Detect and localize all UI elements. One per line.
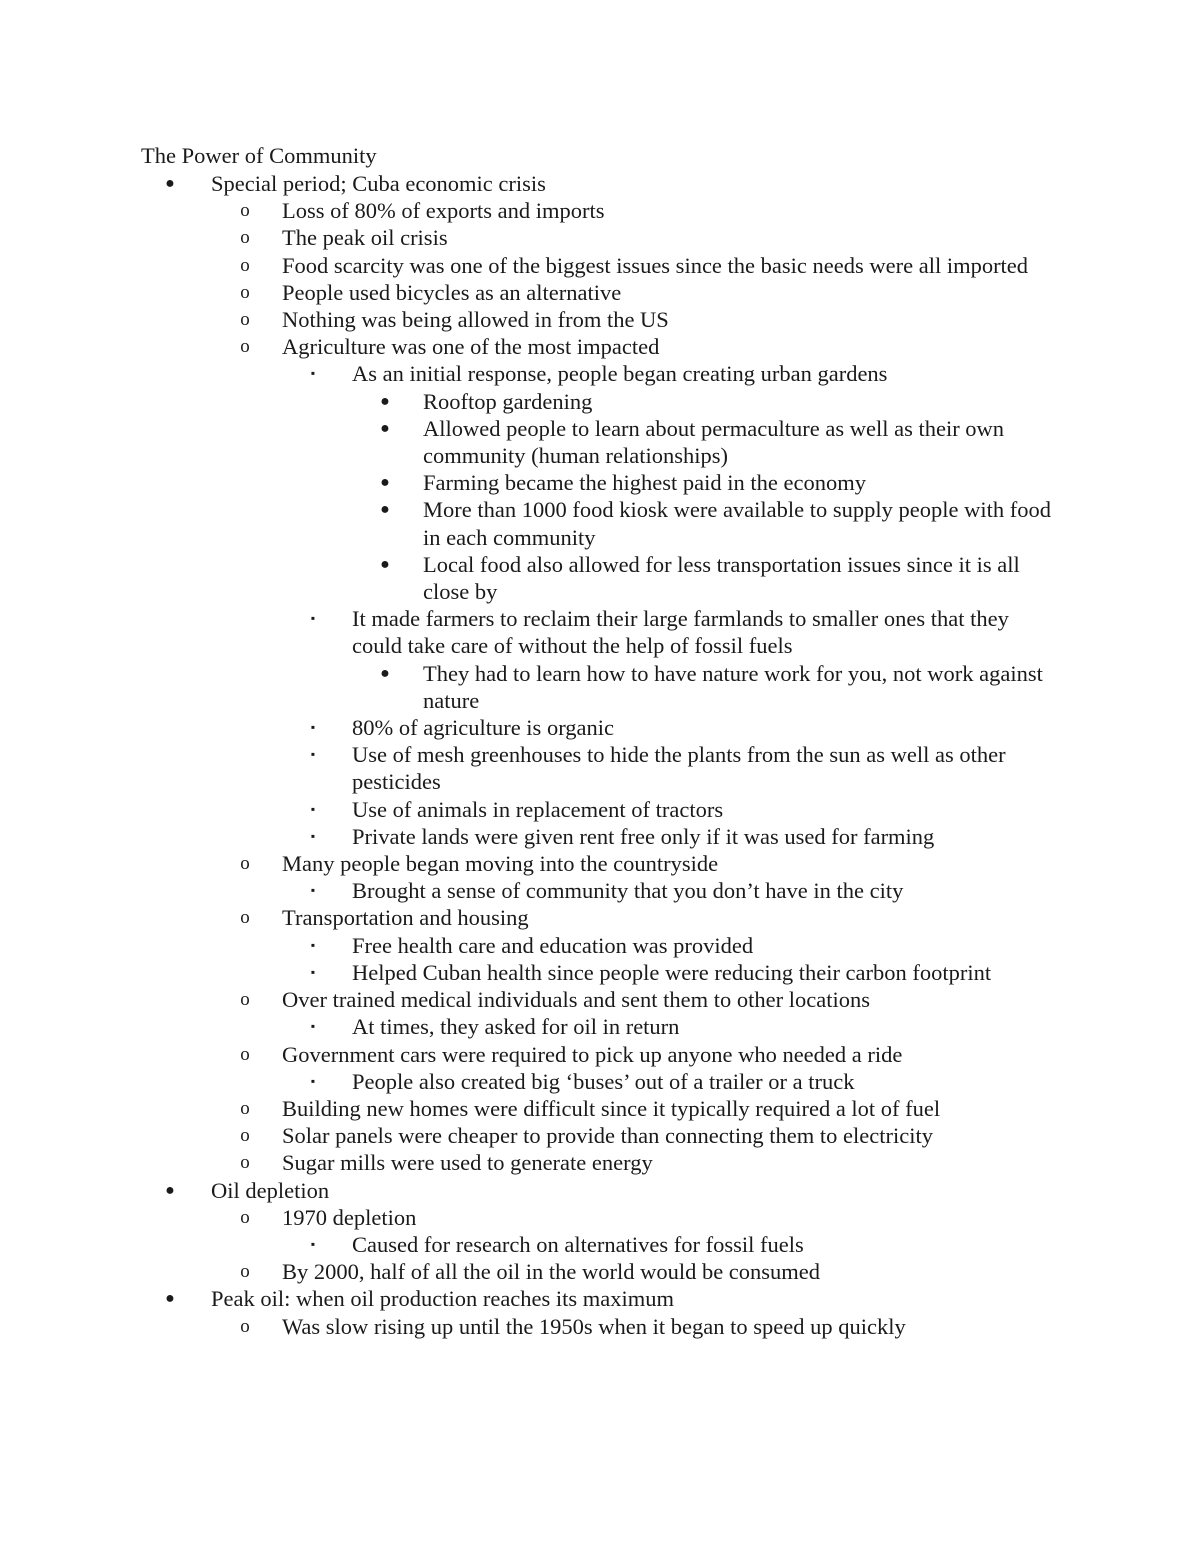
bullet-text: Transportation and housing	[282, 905, 529, 931]
bullet-outline	[0, 170, 1200, 1340]
bullet-item-l2	[0, 306, 1058, 333]
bullet-marker: ●	[165, 1181, 175, 1199]
bullet-marker: ▪	[310, 801, 316, 816]
bullet-item-l2	[0, 904, 1058, 931]
bullet-item-l2	[0, 1095, 1058, 1122]
bullet-text: Private lands were given rent free only if it was used for farming	[352, 823, 935, 849]
bullet-item-l2	[0, 224, 1058, 251]
bullet-text: Nothing was being allowed in from the US	[282, 307, 669, 333]
bullet-item-l3	[0, 605, 1058, 659]
bullet-text: Local food also allowed for less transportation issues since it is all close by	[423, 551, 1020, 605]
bullet-text: Peak oil: when oil production reaches its maximum	[211, 1286, 675, 1312]
bullet-marker: ▪	[310, 1019, 316, 1034]
bullet-marker: ▪	[310, 366, 316, 381]
bullet-item-l4	[0, 415, 1058, 469]
bullet-text: Use of animals in replacement of tractors	[352, 796, 724, 822]
bullet-marker: o	[240, 227, 250, 249]
bullet-text: Agriculture was one of the most impacted	[282, 334, 660, 360]
bullet-marker: o	[240, 1125, 250, 1147]
bullet-text: Farming became the highest paid in the economy	[423, 470, 867, 496]
bullet-item-l3	[0, 823, 1058, 850]
bullet-marker: ▪	[310, 964, 316, 979]
bullet-text: The peak oil crisis	[282, 225, 448, 251]
bullet-item-l2	[0, 986, 1058, 1013]
bullet-text: Loss of 80% of exports and imports	[282, 198, 605, 224]
bullet-marker: o	[240, 1315, 250, 1337]
bullet-marker: ▪	[310, 1236, 316, 1251]
bullet-marker: ▪	[310, 1073, 316, 1088]
bullet-marker: o	[240, 1097, 250, 1119]
bullet-text: Special period; Cuba economic crisis	[211, 171, 546, 196]
bullet-text: They had to learn how to have nature work for you, not work against nature	[423, 660, 1043, 713]
bullet-marker: ●	[380, 419, 390, 437]
bullet-marker: o	[240, 907, 250, 929]
bullet-item-l2	[0, 197, 1058, 224]
bullet-text: Allowed people to learn about permaculture as well as their own community (human relationships)	[423, 415, 1005, 469]
bullet-marker: o	[240, 254, 250, 276]
bullet-marker: ▪	[310, 937, 316, 952]
bullet-item-l2	[0, 252, 1058, 279]
bullet-item-l3	[0, 360, 1058, 387]
bullet-item-l2	[0, 1041, 1058, 1068]
bullet-marker: o	[240, 200, 250, 222]
bullet-text: Food scarcity was one of the biggest issues since the basic needs were all imported	[282, 252, 1029, 278]
bullet-item-l2	[0, 1258, 1058, 1285]
bullet-item-l2	[0, 1204, 1058, 1231]
bullet-text: It made farmers to reclaim their large farmlands to smaller ones that they could take care of without the help of fossil fuels	[352, 606, 1009, 659]
bullet-item-l2	[0, 1149, 1058, 1176]
bullet-marker: ▪	[310, 720, 316, 735]
bullet-text: Caused for research on alternatives for fossil fuels	[352, 1231, 804, 1257]
bullet-text: At times, they asked for oil in return	[352, 1014, 680, 1040]
bullet-text: By 2000, half of all the oil in the world would be consumed	[282, 1259, 821, 1285]
bullet-text: As an initial response, people began creating urban gardens	[352, 361, 888, 387]
bullet-marker: ●	[165, 1290, 175, 1308]
bullet-text: Government cars were required to pick up anyone who needed a ride	[282, 1041, 903, 1067]
bullet-marker: o	[240, 1152, 250, 1174]
bullet-text: Was slow rising up until the 1950s when it began to speed up quickly	[282, 1313, 906, 1339]
bullet-text: 80% of agriculture is organic	[352, 715, 615, 741]
bullet-marker: o	[240, 1043, 250, 1065]
bullet-item-l3	[0, 741, 1058, 795]
bullet-marker: ▪	[310, 747, 316, 762]
bullet-text: More than 1000 food kiosk were available to supply people with food in each community	[423, 497, 1051, 550]
bullet-marker: o	[240, 309, 250, 331]
bullet-marker: ●	[380, 392, 390, 410]
bullet-text: People used bicycles as an alternative	[282, 279, 622, 305]
bullet-item-l4	[0, 496, 1058, 550]
bullet-item-l2	[0, 850, 1058, 877]
bullet-text: Use of mesh greenhouses to hide the plants from the sun as well as other pesticides	[352, 742, 1006, 795]
bullet-text: Over trained medical individuals and sent them to other locations	[282, 987, 870, 1013]
bullet-marker: ●	[380, 501, 390, 519]
bullet-text: Sugar mills were used to generate energy	[282, 1150, 653, 1176]
bullet-marker: ▪	[310, 828, 316, 843]
bullet-item-l3	[0, 959, 1058, 986]
bullet-text: Helped Cuban health since people were reducing their carbon footprint	[352, 959, 992, 985]
bullet-marker: ●	[380, 555, 390, 573]
bullet-marker: o	[240, 1206, 250, 1228]
bullet-item-l2	[0, 1313, 1058, 1340]
bullet-text: Free health care and education was provided	[352, 932, 754, 958]
bullet-marker: ▪	[310, 883, 316, 898]
bullet-marker: ▪	[310, 611, 316, 626]
bullet-item-l3	[0, 1068, 1058, 1095]
bullet-marker: o	[240, 989, 250, 1011]
document-title: The Power of Community	[141, 143, 377, 168]
bullet-text: Solar panels were cheaper to provide than connecting them to electricity	[282, 1123, 933, 1149]
bullet-item-l2	[0, 1122, 1058, 1149]
bullet-marker: o	[240, 1261, 250, 1283]
bullet-marker: ●	[380, 474, 390, 492]
bullet-text: Brought a sense of community that you don’t have in the city	[352, 878, 904, 904]
bullet-text: Many people began moving into the countryside	[282, 851, 719, 877]
bullet-item-l3	[0, 1013, 1058, 1040]
bullet-marker: ●	[380, 664, 390, 682]
bullet-marker: ●	[165, 175, 175, 192]
bullet-item-l4	[0, 469, 1058, 496]
bullet-marker: o	[240, 336, 250, 358]
bullet-item-l2	[0, 279, 1058, 306]
bullet-item-l3	[0, 796, 1058, 823]
bullet-item-l1	[0, 1177, 1058, 1204]
bullet-text: Building new homes were difficult since it typically required a lot of fuel	[282, 1095, 941, 1121]
bullet-item-l2	[0, 333, 1058, 360]
bullet-item-l3	[0, 932, 1058, 959]
bullet-text: 1970 depletion	[282, 1204, 417, 1230]
bullet-marker: o	[240, 281, 250, 303]
bullet-marker: o	[240, 853, 250, 875]
bullet-item-l4	[0, 551, 1058, 605]
bullet-item-l1	[0, 170, 1058, 197]
bullet-item-l4	[0, 388, 1058, 415]
bullet-item-l1	[0, 1285, 1058, 1312]
bullet-text: People also created big ‘buses’ out of a trailer or a truck	[352, 1068, 855, 1094]
bullet-item-l4	[0, 660, 1058, 714]
bullet-text: Oil depletion	[211, 1177, 330, 1203]
bullet-item-l3	[0, 714, 1058, 741]
bullet-item-l3	[0, 877, 1058, 904]
bullet-item-l3	[0, 1231, 1058, 1258]
bullet-text: Rooftop gardening	[423, 388, 593, 414]
